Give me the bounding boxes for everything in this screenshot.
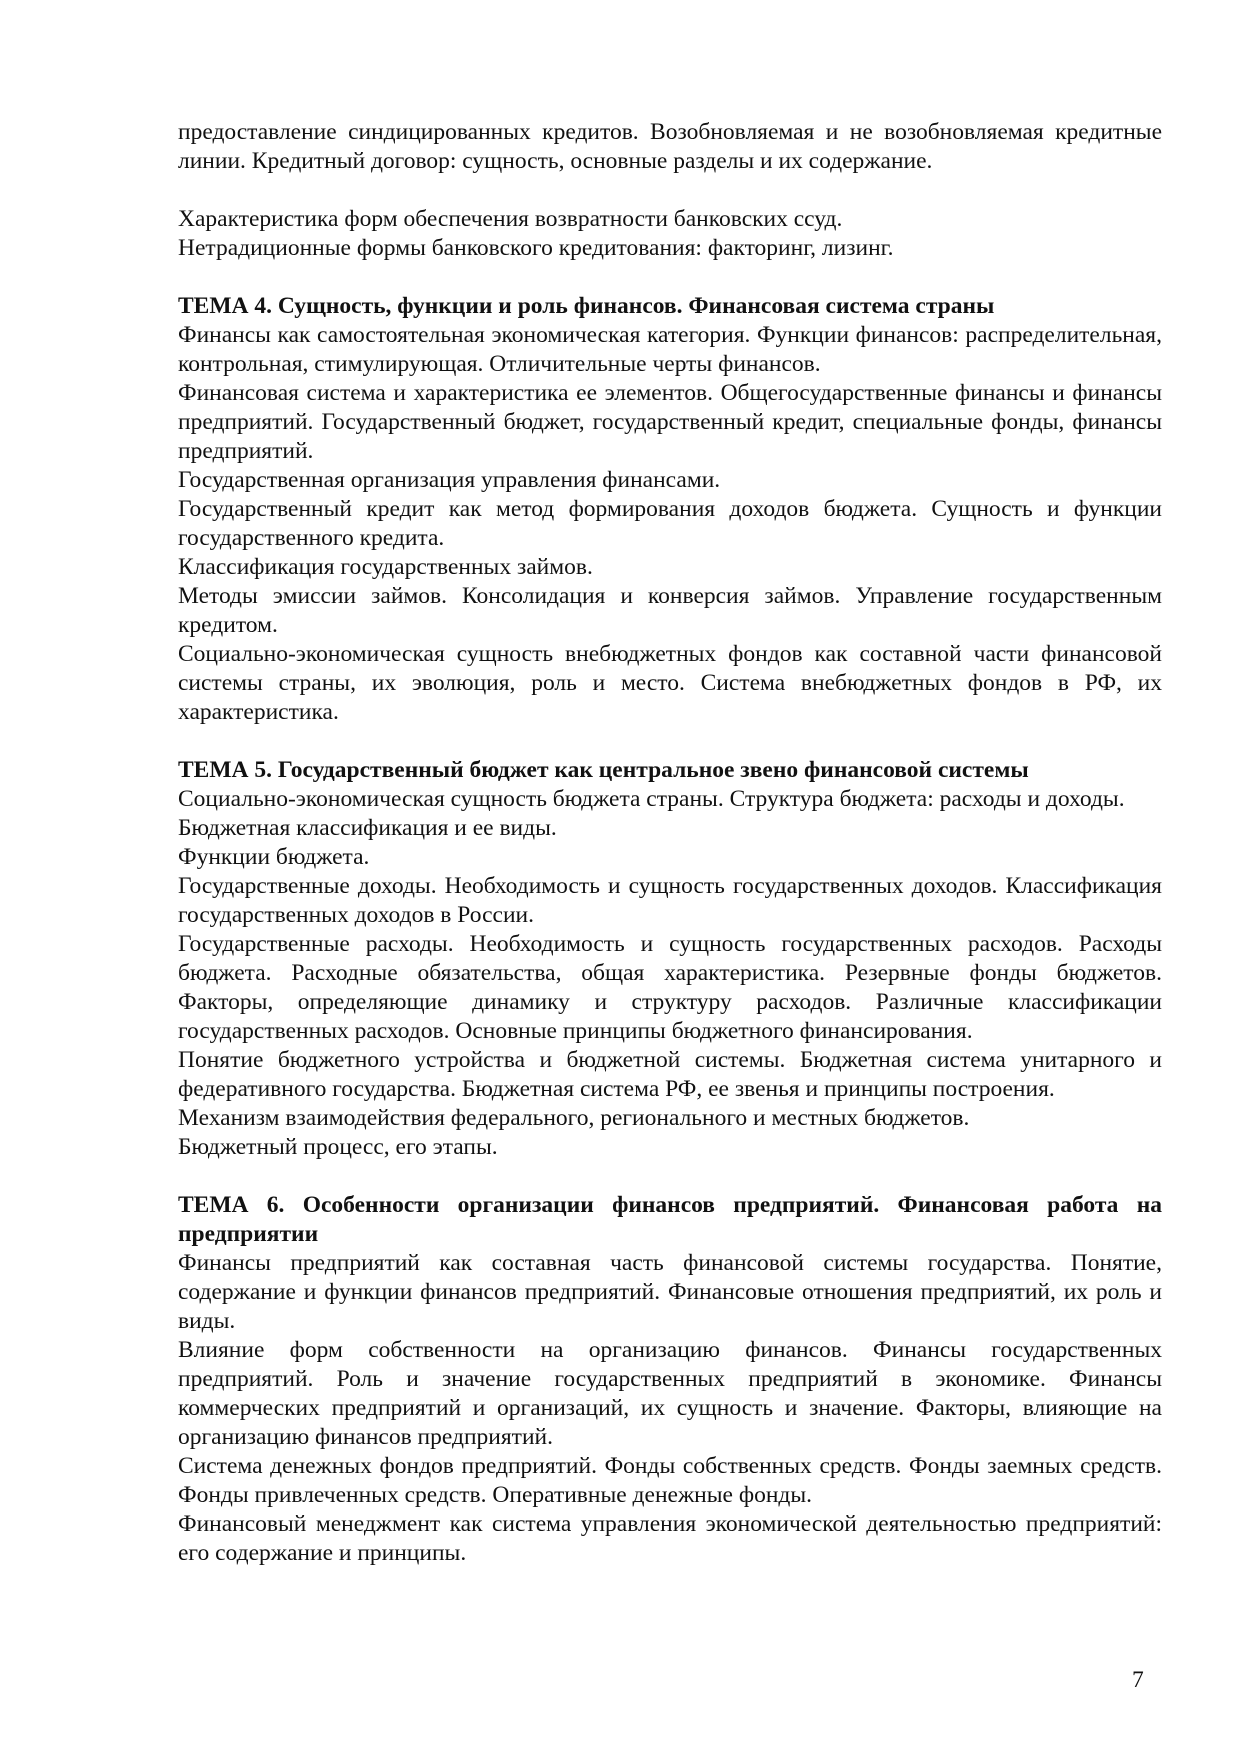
- topic-4-paragraph: Финансовая система и характеристика ее элементов. Общегосударственные финансы и финансы предприятий. Государственный бюджет, государственный кредит, специальные фонды, финансы предприятий.: [178, 380, 1162, 464]
- topic-4-paragraph: Методы эмиссии займов. Консолидация и конверсия займов. Управление государственным кредитом.: [178, 583, 1162, 638]
- spacer: [178, 263, 1162, 292]
- topic-5-paragraph: Государственные доходы. Необходимость и сущность государственных доходов. Классификация государственных доходов в России.: [178, 873, 1162, 928]
- topic-6-paragraph: Влияние форм собственности на организацию финансов. Финансы государственных предприятий. Роль и значение государственных предприятий в экономике. Финансы коммерческих предприятий и организаций, их сущность и значение. Факторы, влияющие на организацию финансов предприятий.: [178, 1337, 1162, 1450]
- spacer: [178, 176, 1162, 205]
- topic-5-paragraph: Государственные расходы. Необходимость и сущность государственных расходов. Расходы бюджета. Расходные обязательства, общая характеристика. Резервные фонды бюджетов. Факторы, определяющие динамику и структуру расходов. Различные классификации государственных расходов. Основные принципы бюджетного финансирования.: [178, 931, 1162, 1044]
- topic-5-paragraph: Понятие бюджетного устройства и бюджетной системы. Бюджетная система унитарного и федеративного государства. Бюджетная система РФ, ее звенья и принципы построения.: [178, 1047, 1162, 1102]
- page-number: 7: [1132, 1667, 1144, 1693]
- topic-6-heading: ТЕМА 6. Особенности организации финансов предприятий. Финансовая работа на предприятии: [178, 1192, 1162, 1247]
- topic-5-paragraph: Функции бюджета.: [178, 844, 370, 870]
- topic-4-paragraph: Государственный кредит как метод формирования доходов бюджета. Сущность и функции государственного кредита.: [178, 496, 1162, 551]
- intro-paragraph: предоставление синдицированных кредитов. Возобновляемая и не возобновляемая кредитные линии. Кредитный договор: сущность, основные разделы и их содержание.: [178, 119, 1162, 174]
- topic-5-paragraph: Механизм взаимодействия федерального, регионального и местных бюджетов.: [178, 1105, 970, 1131]
- topic-6-paragraph: Финансы предприятий как составная часть финансовой системы государства. Понятие, содержание и функции финансов предприятий. Финансовые отношения предприятий, их роль и виды.: [178, 1250, 1162, 1334]
- topic-5-paragraph: Бюджетная классификация и ее виды.: [178, 815, 557, 841]
- topic-5-paragraph: Социально-экономическая сущность бюджета страны. Структура бюджета: расходы и доходы.: [178, 786, 1125, 812]
- topic-4-paragraph: Финансы как самостоятельная экономическая категория. Функции финансов: распределительная, контрольная, стимулирующая. Отличительные черты финансов.: [178, 322, 1162, 377]
- spacer: [178, 1162, 1162, 1191]
- topic-4-paragraph: Государственная организация управления финансами.: [178, 467, 721, 493]
- topic-6-paragraph: Финансовый менеджмент как система управления экономической деятельностью предприятий: его содержание и принципы.: [178, 1511, 1162, 1566]
- topic-5-heading: ТЕМА 5. Государственный бюджет как центральное звено финансовой системы: [178, 757, 1029, 783]
- spacer: [178, 727, 1162, 756]
- intro-paragraph: Нетрадиционные формы банковского кредитования: факторинг, лизинг.: [178, 235, 894, 261]
- topic-4-paragraph: Социально-экономическая сущность внебюджетных фондов как составной части финансовой системы страны, их эволюция, роль и место. Система внебюджетных фондов в РФ, их характеристика.: [178, 641, 1162, 725]
- topic-6-paragraph: Система денежных фондов предприятий. Фонды собственных средств. Фонды заемных средств. Фонды привлеченных средств. Оперативные денежные фонды.: [178, 1453, 1162, 1508]
- topic-4-paragraph: Классификация государственных займов.: [178, 554, 593, 580]
- intro-paragraph: Характеристика форм обеспечения возвратности банковских ссуд.: [178, 206, 843, 232]
- topic-4-heading: ТЕМА 4. Сущность, функции и роль финансов. Финансовая система страны: [178, 293, 995, 319]
- page-content: [178, 118, 1162, 1568]
- topic-5-paragraph: Бюджетный процесс, его этапы.: [178, 1134, 498, 1160]
